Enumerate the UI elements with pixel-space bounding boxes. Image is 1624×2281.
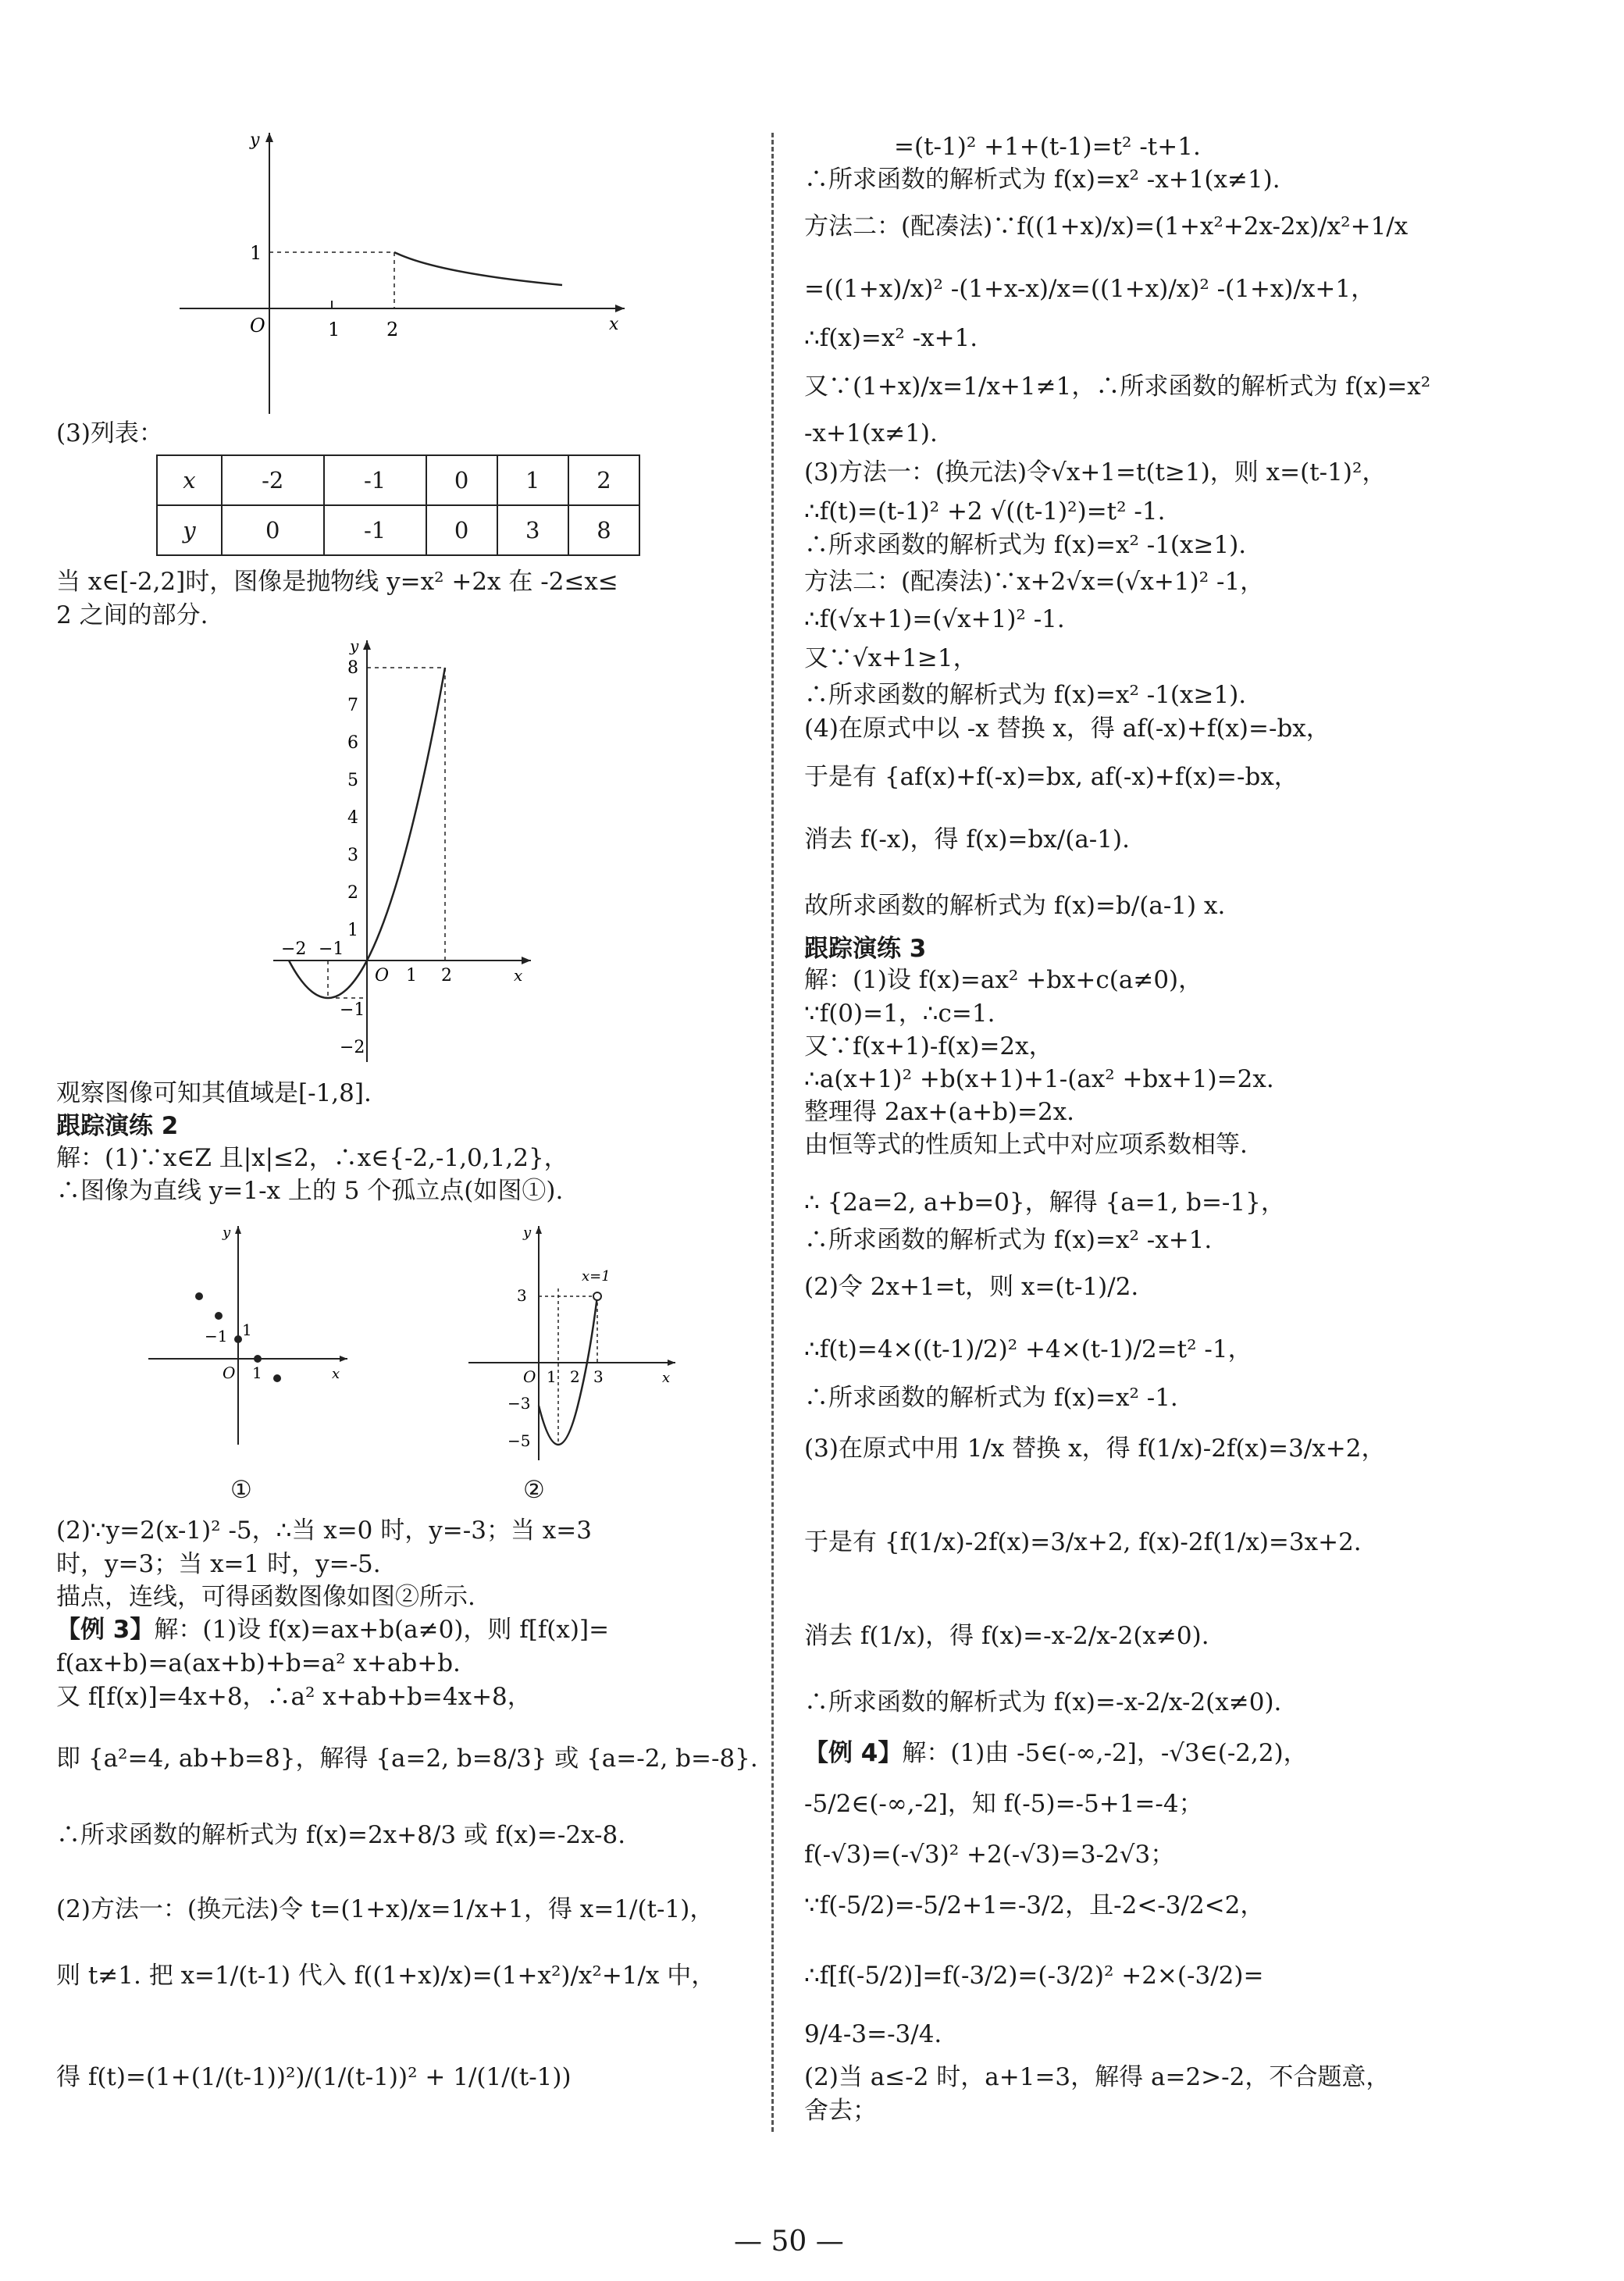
svg-text:x: x bbox=[662, 1370, 671, 1386]
svg-text:O: O bbox=[223, 1363, 236, 1382]
svg-text:1: 1 bbox=[547, 1367, 557, 1386]
text-line: (2)当 a≤-2 时，a+1=3，解得 a=2>-2，不合题意， bbox=[804, 2063, 1391, 2091]
text-line: 又∵√x+1≥1， bbox=[804, 644, 978, 672]
text-line: ∴所求函数的解析式为 f(x)=x² -1. bbox=[804, 1384, 1178, 1412]
svg-text:O: O bbox=[375, 966, 390, 985]
table-cell: x bbox=[157, 455, 222, 505]
svg-text:1: 1 bbox=[242, 1320, 252, 1339]
text-line: ∴所求函数的解析式为 f(x)=-x-2/x-2(x≠0). bbox=[804, 1688, 1282, 1716]
table-cell: y bbox=[157, 505, 222, 555]
svg-text:−5: −5 bbox=[508, 1431, 531, 1450]
text-span: 解：(1)由 -5∈(-∞,-2]，-√3∈(-2,2)， bbox=[902, 1739, 1308, 1767]
text-line: (3)在原式中用 1/x 替换 x，得 f(1/x)-2f(x)=3/x+2， bbox=[804, 1435, 1386, 1463]
text-line: (4)在原式中以 -x 替换 x，得 af(-x)+f(x)=-bx， bbox=[804, 715, 1330, 743]
text-line: 于是有 {af(x)+f(-x)=bx, af(-x)+f(x)=-bx， bbox=[804, 763, 1298, 791]
svg-text:1: 1 bbox=[328, 319, 340, 340]
table-cell: 1 bbox=[497, 455, 568, 505]
table-cell: -2 bbox=[222, 455, 324, 505]
text-line: 又∵f(x+1)-f(x)=2x， bbox=[804, 1032, 1053, 1060]
text-line: ∴f(x)=x² -x+1. bbox=[804, 324, 978, 352]
svg-text:3: 3 bbox=[517, 1286, 527, 1305]
text-line: 方法二：(配凑法)∵f((1+x)/x)=(1+x²+2x-2x)/x²+1/x bbox=[804, 212, 1409, 241]
value-table bbox=[156, 454, 640, 556]
text-line: (2)方法一：(换元法)令 t=(1+x)/x=1/x+1，得 x=1/(t-1)， bbox=[56, 1895, 714, 1923]
text-line: 2 之间的部分. bbox=[56, 601, 208, 629]
figure-1-points bbox=[141, 1218, 351, 1452]
table-cell: 2 bbox=[568, 455, 639, 505]
text-line: ∴f(t)=(t-1)² +2 √((t-1)²)=t² -1. bbox=[804, 497, 1166, 526]
text-line: =((1+x)/x)² -(1+x-x)/x=((1+x)/x)² -(1+x)/x+1， bbox=[804, 275, 1376, 303]
figure-label: ① bbox=[230, 1476, 252, 1504]
text-line: f(-√3)=(-√3)² +2(-√3)=3-2√3； bbox=[804, 1841, 1175, 1869]
svg-text:−2: −2 bbox=[340, 1038, 365, 1057]
svg-text:2: 2 bbox=[386, 319, 399, 340]
svg-text:x: x bbox=[609, 315, 619, 334]
text-line: ∴所求函数的解析式为 f(x)=x² -x+1. bbox=[804, 1226, 1213, 1254]
text-line: ∴所求函数的解析式为 f(x)=2x+8/3 或 f(x)=-2x-8. bbox=[56, 1821, 626, 1849]
svg-text:x: x bbox=[514, 966, 523, 985]
column-divider bbox=[771, 133, 774, 2132]
text-line: 观察图像可知其值域是[-1,8]. bbox=[56, 1079, 372, 1107]
table-cell: 3 bbox=[497, 505, 568, 555]
text-line: 由恒等式的性质知上式中对应项系数相等. bbox=[804, 1131, 1248, 1159]
text-line: 消去 f(1/x)，得 f(x)=-x-2/x-2(x≠0). bbox=[804, 1622, 1209, 1650]
svg-text:2: 2 bbox=[347, 883, 358, 903]
svg-text:8: 8 bbox=[347, 658, 358, 678]
text-line: -5/2∈(-∞,-2]，知 f(-5)=-5+1=-4； bbox=[804, 1790, 1203, 1818]
text-line: ∴所求函数的解析式为 f(x)=x² -1(x≥1). bbox=[804, 531, 1247, 559]
table-cell: 0 bbox=[426, 505, 497, 555]
text-line: 又∵(1+x)/x=1/x+1≠1，∴所求函数的解析式为 f(x)=x² bbox=[804, 372, 1431, 401]
graph-parabola bbox=[265, 633, 547, 1070]
svg-text:4: 4 bbox=[347, 808, 358, 828]
svg-text:−1: −1 bbox=[319, 939, 344, 959]
svg-text:y: y bbox=[250, 130, 260, 150]
svg-text:O: O bbox=[523, 1367, 536, 1386]
table-cell: 8 bbox=[568, 505, 639, 555]
text-line: ∵f(-5/2)=-5/2+1=-3/2，且-2<-3/2<2， bbox=[804, 1891, 1265, 1919]
text-line: 方法二：(配凑法)∵x+2√x=(√x+1)² -1， bbox=[804, 568, 1265, 596]
svg-text:2: 2 bbox=[441, 966, 452, 985]
text-line: (3)方法一：(换元法)令√x+1=t(t≥1)，则 x=(t-1)²， bbox=[804, 458, 1387, 486]
text-line: ∴所求函数的解析式为 f(x)=x² -1(x≥1). bbox=[804, 681, 1247, 709]
text-line: 消去 f(-x)，得 f(x)=bx/(a-1). bbox=[804, 825, 1130, 854]
example-tag: 【例 4】 bbox=[804, 1739, 903, 1767]
svg-text:y: y bbox=[523, 1224, 532, 1241]
table-cell: -1 bbox=[324, 455, 426, 505]
text-line: (3)列表： bbox=[56, 419, 163, 447]
svg-text:1: 1 bbox=[250, 242, 262, 264]
text-line: 9/4-3=-3/4. bbox=[804, 2020, 942, 2048]
text-line: 整理得 2ax+(a+b)=2x. bbox=[804, 1098, 1075, 1126]
table-cell: -1 bbox=[324, 505, 426, 555]
text-line: 描点，连线，可得函数图像如图②所示. bbox=[56, 1583, 475, 1611]
text-line: ∵f(0)=1，∴c=1. bbox=[804, 1000, 995, 1028]
section-heading: 跟踪演练 3 bbox=[804, 935, 927, 963]
text-line: ∴f(t)=4×((t-1)/2)² +4×(t-1)/2=t² -1， bbox=[804, 1335, 1252, 1363]
svg-text:y: y bbox=[223, 1224, 231, 1241]
text-line: 故所求函数的解析式为 f(x)=b/(a-1) x. bbox=[804, 892, 1226, 920]
text-line: ∴a(x+1)² +b(x+1)+1-(ax² +bx+1)=2x. bbox=[804, 1065, 1274, 1093]
figure-label: ② bbox=[523, 1476, 545, 1504]
text-line bbox=[804, 1737, 1308, 1769]
text-line: f(ax+b)=a(ax+b)+b=a² x+ab+b. bbox=[56, 1649, 461, 1677]
text-line: -x+1(x≠1). bbox=[804, 419, 938, 447]
table-cell: 0 bbox=[222, 505, 324, 555]
text-line: 得 f(t)=(1+(1/(t-1))²)/(1/(t-1))² + 1/(1/(t-1)) bbox=[56, 2063, 572, 2091]
text-line: (2)∵y=2(x-1)² -5，∴当 x=0 时，y=-3；当 x=3 bbox=[56, 1517, 592, 1545]
svg-text:1: 1 bbox=[252, 1363, 262, 1382]
svg-text:O: O bbox=[250, 315, 265, 337]
svg-text:3: 3 bbox=[347, 846, 358, 865]
text-line: 舍去； bbox=[804, 2097, 877, 2125]
text-line: ∴f[f(-5/2)]=f(-3/2)=(-3/2)² +2×(-3/2)= bbox=[804, 1962, 1264, 1990]
text-line: =(t-1)² +1+(t-1)=t² -t+1. bbox=[894, 133, 1201, 161]
text-line: 又 f[f(x)]=4x+8，∴a² x+ab+b=4x+8， bbox=[56, 1683, 532, 1711]
text-line: 解：(1)设 f(x)=ax² +bx+c(a≠0)， bbox=[804, 966, 1203, 994]
text-line: ∴ {2a=2, a+b=0}，解得 {a=1, b=-1}， bbox=[804, 1189, 1285, 1217]
page-number: — 50 — bbox=[734, 2226, 844, 2258]
svg-text:x=1: x=1 bbox=[582, 1268, 611, 1285]
text-span: 解：(1)设 f(x)=ax+b(a≠0)，则 f[f(x)]= bbox=[154, 1616, 610, 1644]
text-line: 于是有 {f(1/x)-2f(x)=3/x+2, f(x)-2f(1/x)=3x+2. bbox=[804, 1528, 1362, 1556]
text-line: (2)令 2x+1=t，则 x=(t-1)/2. bbox=[804, 1273, 1139, 1301]
text-line: 时，y=3；当 x=1 时，y=-5. bbox=[56, 1550, 381, 1578]
figure-2-parabola bbox=[461, 1218, 687, 1468]
svg-text:−1: −1 bbox=[205, 1327, 228, 1345]
text-line: 解：(1)∵x∈Z 且|x|≤2，∴x∈{-2,-1,0,1,2}， bbox=[56, 1144, 568, 1172]
svg-text:5: 5 bbox=[347, 771, 358, 790]
svg-text:y: y bbox=[350, 636, 359, 655]
text-line: 当 x∈[-2,2]时，图像是抛物线 y=x² +2x 在 -2≤x≤ bbox=[56, 568, 618, 596]
text-line: ∴所求函数的解析式为 f(x)=x² -x+1(x≠1). bbox=[804, 166, 1280, 194]
svg-text:1: 1 bbox=[406, 966, 417, 985]
section-heading: 跟踪演练 2 bbox=[56, 1112, 179, 1140]
svg-text:6: 6 bbox=[347, 733, 358, 753]
text-line: 即 {a²=4, ab+b=8}，解得 {a=2, b=8/3} 或 {a=-2, b=-8}. bbox=[56, 1745, 758, 1773]
text-line: ∴图像为直线 y=1-x 上的 5 个孤立点(如图①). bbox=[56, 1177, 564, 1205]
svg-text:3: 3 bbox=[593, 1367, 604, 1386]
text-line: ∴f(√x+1)=(√x+1)² -1. bbox=[804, 605, 1065, 633]
svg-text:7: 7 bbox=[347, 696, 358, 715]
svg-text:−3: −3 bbox=[508, 1394, 531, 1413]
text-line bbox=[56, 1614, 609, 1645]
svg-text:1: 1 bbox=[347, 921, 358, 940]
example-tag: 【例 3】 bbox=[56, 1616, 155, 1644]
svg-text:−2: −2 bbox=[281, 939, 307, 959]
svg-text:x: x bbox=[332, 1366, 340, 1382]
text-line: 则 t≠1. 把 x=1/(t-1) 代入 f((1+x)/x)=(1+x²)/x²+1/x 中， bbox=[56, 1962, 716, 1990]
svg-text:2: 2 bbox=[570, 1367, 580, 1386]
graph-decay bbox=[172, 125, 640, 422]
svg-text:−1: −1 bbox=[340, 1000, 365, 1020]
table-cell: 0 bbox=[426, 455, 497, 505]
